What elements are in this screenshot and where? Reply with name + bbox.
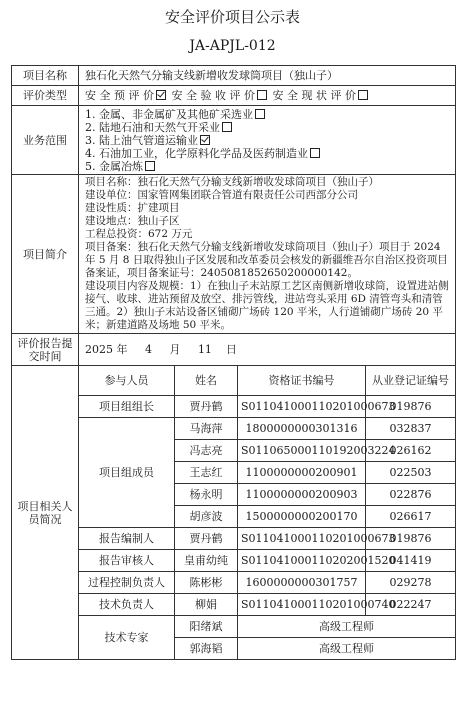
cert-cell: S011041000110201000673 bbox=[238, 528, 366, 550]
summary-line: 建设项目内容及规模：1）在独山子末站原工艺区南侧新增收球筒，设置进站侧接气、收球、进站预留及放空、排污管线，进站弯头采用 6D 清管弯头和清管三通。2）独山子末站设备区铺砌广场砖 120 平米，人行道铺砌广场砖 20 平米；新建道路及场地 50 平米。 bbox=[85, 280, 449, 331]
name-cell: 王志红 bbox=[175, 462, 238, 484]
summary-label: 项目简介 bbox=[12, 175, 79, 334]
summary-line: 建设单位：国家管网集团联合管道有限责任公司西部分公司 bbox=[85, 189, 358, 201]
reg-cell: 019876 bbox=[366, 396, 456, 418]
table-row bbox=[12, 616, 456, 638]
scope-item: 3. 陆上油气管道运输业 bbox=[85, 134, 452, 147]
name-cell: 胡彦波 bbox=[175, 506, 238, 528]
checkbox-status[interactable] bbox=[358, 90, 368, 100]
col-header-reg: 从业登记证编号 bbox=[366, 366, 456, 396]
reg-cell: 026162 bbox=[366, 440, 456, 462]
table-row bbox=[12, 550, 456, 572]
role-cell: 过程控制负责人 bbox=[79, 572, 175, 594]
summary-text bbox=[79, 175, 456, 334]
reg-cell: 041419 bbox=[366, 550, 456, 572]
name-cell: 马海萍 bbox=[175, 418, 238, 440]
checkbox-scope-5[interactable] bbox=[145, 161, 155, 171]
summary-line: 建设地点：独山子区 bbox=[85, 215, 180, 227]
reg-cell: 019876 bbox=[366, 528, 456, 550]
reg-cell: 022247 bbox=[366, 594, 456, 616]
name-cell: 杨永明 bbox=[175, 484, 238, 506]
name-cell: 陈彬彬 bbox=[175, 572, 238, 594]
reg-cell: 026617 bbox=[366, 506, 456, 528]
table-row bbox=[12, 572, 456, 594]
cert-cell: S011041000110201000673 bbox=[238, 396, 366, 418]
summary-line: 建设性质：扩建项目 bbox=[85, 202, 180, 214]
cert-cell: S011065000110192003224 bbox=[238, 440, 366, 462]
disclosure-table bbox=[11, 65, 456, 660]
business-scope-label: 业务范围 bbox=[12, 106, 79, 175]
page-title: 安全评价项目公示表 bbox=[164, 8, 300, 26]
name-cell: 贾丹鹤 bbox=[175, 396, 238, 418]
cert-cell: 1100000000200901 bbox=[238, 462, 366, 484]
project-name-label: 项目名称 bbox=[12, 66, 79, 86]
reg-cell: 022876 bbox=[366, 484, 456, 506]
name-cell: 阳绪斌 bbox=[175, 616, 238, 638]
cert-cell: 1100000000200903 bbox=[238, 484, 366, 506]
checkbox-scope-4[interactable] bbox=[310, 148, 320, 158]
report-time-value: 2025 年 4 月 11 日 bbox=[79, 334, 456, 366]
cert-cell: 1600000000301757 bbox=[238, 572, 366, 594]
eval-type-options bbox=[79, 86, 456, 106]
eval-option-accept: 安 全 验 收 评 价 bbox=[172, 89, 269, 102]
checkbox-scope-1[interactable] bbox=[255, 109, 265, 119]
reg-cell: 029278 bbox=[366, 572, 456, 594]
cert-cell: 1500000000200170 bbox=[238, 506, 366, 528]
document-code: JA-APJL-012 bbox=[189, 38, 276, 54]
col-header-cert: 资格证书编号 bbox=[238, 366, 366, 396]
role-cell: 报告审核人 bbox=[79, 550, 175, 572]
title-cell: 高级工程师 bbox=[238, 638, 456, 660]
name-cell: 贾丹鹤 bbox=[175, 528, 238, 550]
table-row bbox=[12, 528, 456, 550]
name-cell: 皇甫幼纯 bbox=[175, 550, 238, 572]
summary-line: 项目备案：独石化天然气分输支线新增收发球筒项目（独山子）项目于 2024 年 5 月 8 日取得独山子区发展和改革委员会核发的新疆维吾尔自治区投资项目备案证，项目备案证号：2405081852650200000142。 bbox=[85, 241, 448, 279]
scope-item: 5. 金属冶炼 bbox=[85, 160, 452, 173]
role-cell: 项目组成员 bbox=[79, 418, 175, 528]
reg-cell: 022503 bbox=[366, 462, 456, 484]
role-cell: 报告编制人 bbox=[79, 528, 175, 550]
project-name-value: 独石化天然气分输支线新增收发球筒项目（独山子） bbox=[79, 66, 456, 86]
report-time-label: 评价报告提交时间 bbox=[12, 334, 79, 366]
checkbox-pre[interactable] bbox=[156, 90, 166, 100]
title-cell: 高级工程师 bbox=[238, 616, 456, 638]
reg-cell: 032837 bbox=[366, 418, 456, 440]
personnel-label: 项目相关人员简况 bbox=[12, 366, 79, 660]
eval-type-label: 评价类型 bbox=[12, 86, 79, 106]
checkbox-scope-2[interactable] bbox=[222, 122, 232, 132]
scope-item: 2. 陆地石油和天然气开采业 bbox=[85, 121, 452, 134]
role-cell: 技术专家 bbox=[79, 616, 175, 660]
eval-option-pre: 安 全 预 评 价 bbox=[85, 89, 168, 102]
col-header-role: 参与人员 bbox=[79, 366, 175, 396]
cert-cell: S011041000110201000740 bbox=[238, 594, 366, 616]
checkbox-accept[interactable] bbox=[257, 90, 267, 100]
col-header-name: 姓名 bbox=[175, 366, 238, 396]
role-cell: 技术负责人 bbox=[79, 594, 175, 616]
name-cell: 郭海韬 bbox=[175, 638, 238, 660]
table-row bbox=[12, 418, 456, 440]
summary-line: 工程总投资：672 万元 bbox=[85, 228, 193, 240]
business-scope-list bbox=[79, 106, 456, 175]
table-row bbox=[12, 594, 456, 616]
name-cell: 冯志亮 bbox=[175, 440, 238, 462]
eval-option-status: 安 全 现 状 评 价 bbox=[272, 89, 369, 102]
table-row bbox=[12, 396, 456, 418]
summary-line: 项目名称：独石化天然气分输支线新增收发球筒项目（独山子） bbox=[85, 176, 379, 188]
checkbox-scope-3[interactable] bbox=[200, 135, 210, 145]
cert-cell: S011041000110202001520 bbox=[238, 550, 366, 572]
name-cell: 柳娟 bbox=[175, 594, 238, 616]
scope-item: 4. 石油加工业，化学原料化学品及医药制造业 bbox=[85, 147, 452, 160]
role-cell: 项目组组长 bbox=[79, 396, 175, 418]
cert-cell: 1800000000301316 bbox=[238, 418, 366, 440]
scope-item: 1. 金属、非金属矿及其他矿采选业 bbox=[85, 108, 452, 121]
